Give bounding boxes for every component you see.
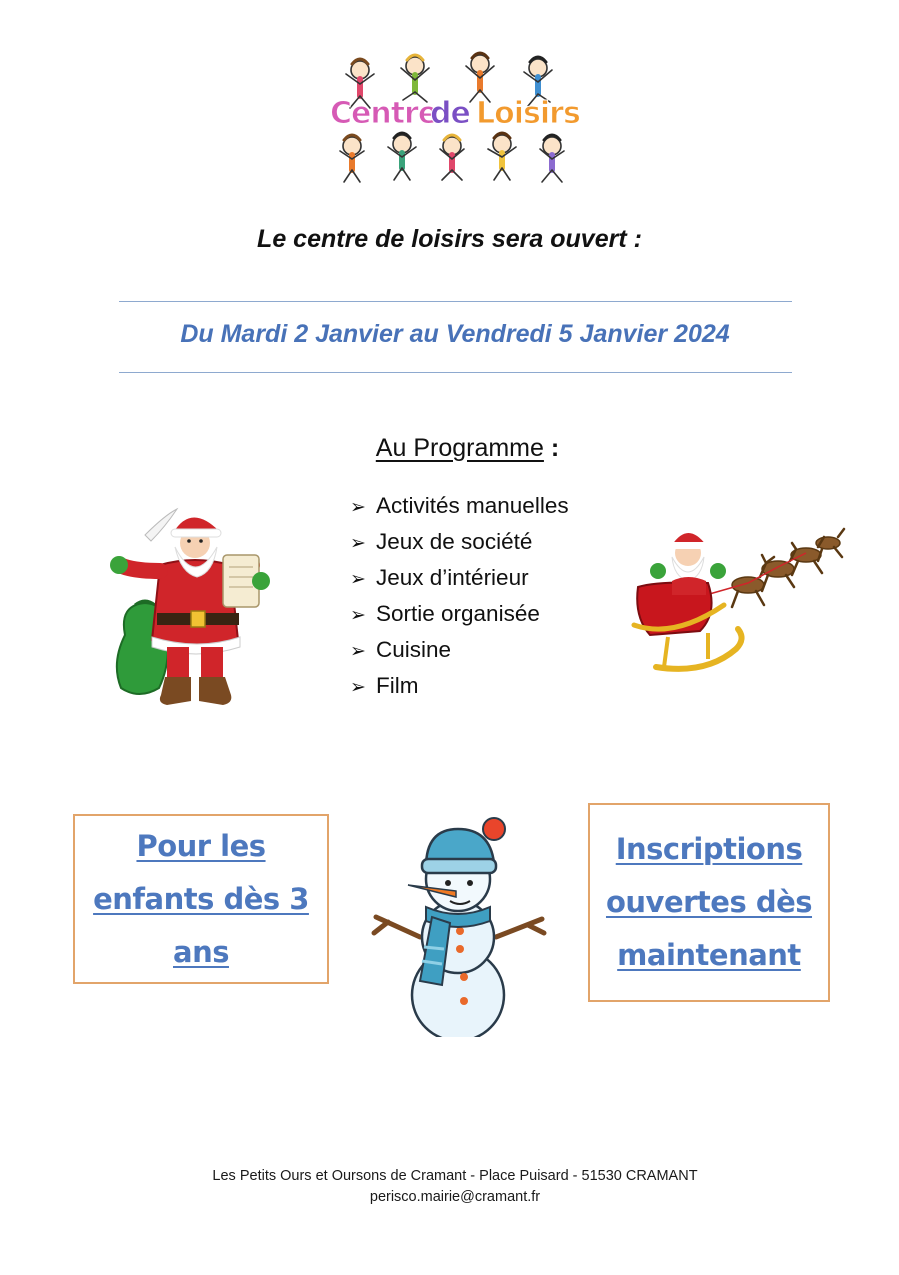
footer [0,1166,899,1208]
arrow-bullet-icon: ➢ [350,533,366,554]
inscriptions-text [606,823,812,982]
list-item [350,668,569,704]
list-item-label: Activités manuelles [376,493,569,518]
age-info-line: ans [173,934,229,969]
arrow-bullet-icon: ➢ [350,497,366,518]
footer-email: perisco.mairie@cramant.fr [369,1189,541,1205]
list-item-label: Jeux de société [376,529,533,554]
santa-claus-icon [105,505,275,717]
age-info-line: Pour les [136,828,266,863]
opening-dates: Du Mardi 2 Janvier au Vendredi 5 Janvier 2024 [180,320,730,348]
arrow-bullet-icon: ➢ [350,605,366,626]
logo-word-loisirs: Loisirs [476,96,580,131]
opening-title: Le centre de loisirs sera ouvert : [257,225,642,253]
list-item [350,596,569,632]
centre-de-loisirs-logo [330,48,580,190]
logo-word-de: de [430,96,470,131]
arrow-bullet-icon: ➢ [350,569,366,590]
inscriptions-line: Inscriptions [615,832,803,866]
list-item [350,560,569,596]
list-item-label: Cuisine [376,637,452,662]
programme-title [0,434,899,463]
list-item [350,524,569,560]
list-item-label: Sortie organisée [376,601,540,626]
programme-title-colon: : [543,434,560,462]
list-item-label: Jeux d’intérieur [376,565,529,590]
santa-sleigh-icon [628,525,848,680]
divider-bottom [119,372,792,373]
age-info-box [73,814,329,984]
list-item [350,632,569,668]
arrow-bullet-icon: ➢ [350,677,366,698]
footer-address: Les Petits Ours et Oursons de Cramant - Place Puisard - 51530 CRAMANT [212,1168,698,1184]
list-item-label: Film [376,673,419,698]
divider-top [119,301,792,302]
inscriptions-line: ouvertes dès [605,885,813,919]
programme-title-text: Au Programme [375,434,544,462]
logo-word-centre: Centre [330,96,438,131]
arrow-bullet-icon: ➢ [350,641,366,662]
snowman-icon [368,815,548,1037]
inscriptions-box [588,803,830,1002]
list-item [350,488,569,524]
age-info-text [93,820,309,979]
inscriptions-line: maintenant [617,938,801,972]
age-info-line: enfants dès 3 [93,881,309,916]
programme-list [350,488,569,704]
